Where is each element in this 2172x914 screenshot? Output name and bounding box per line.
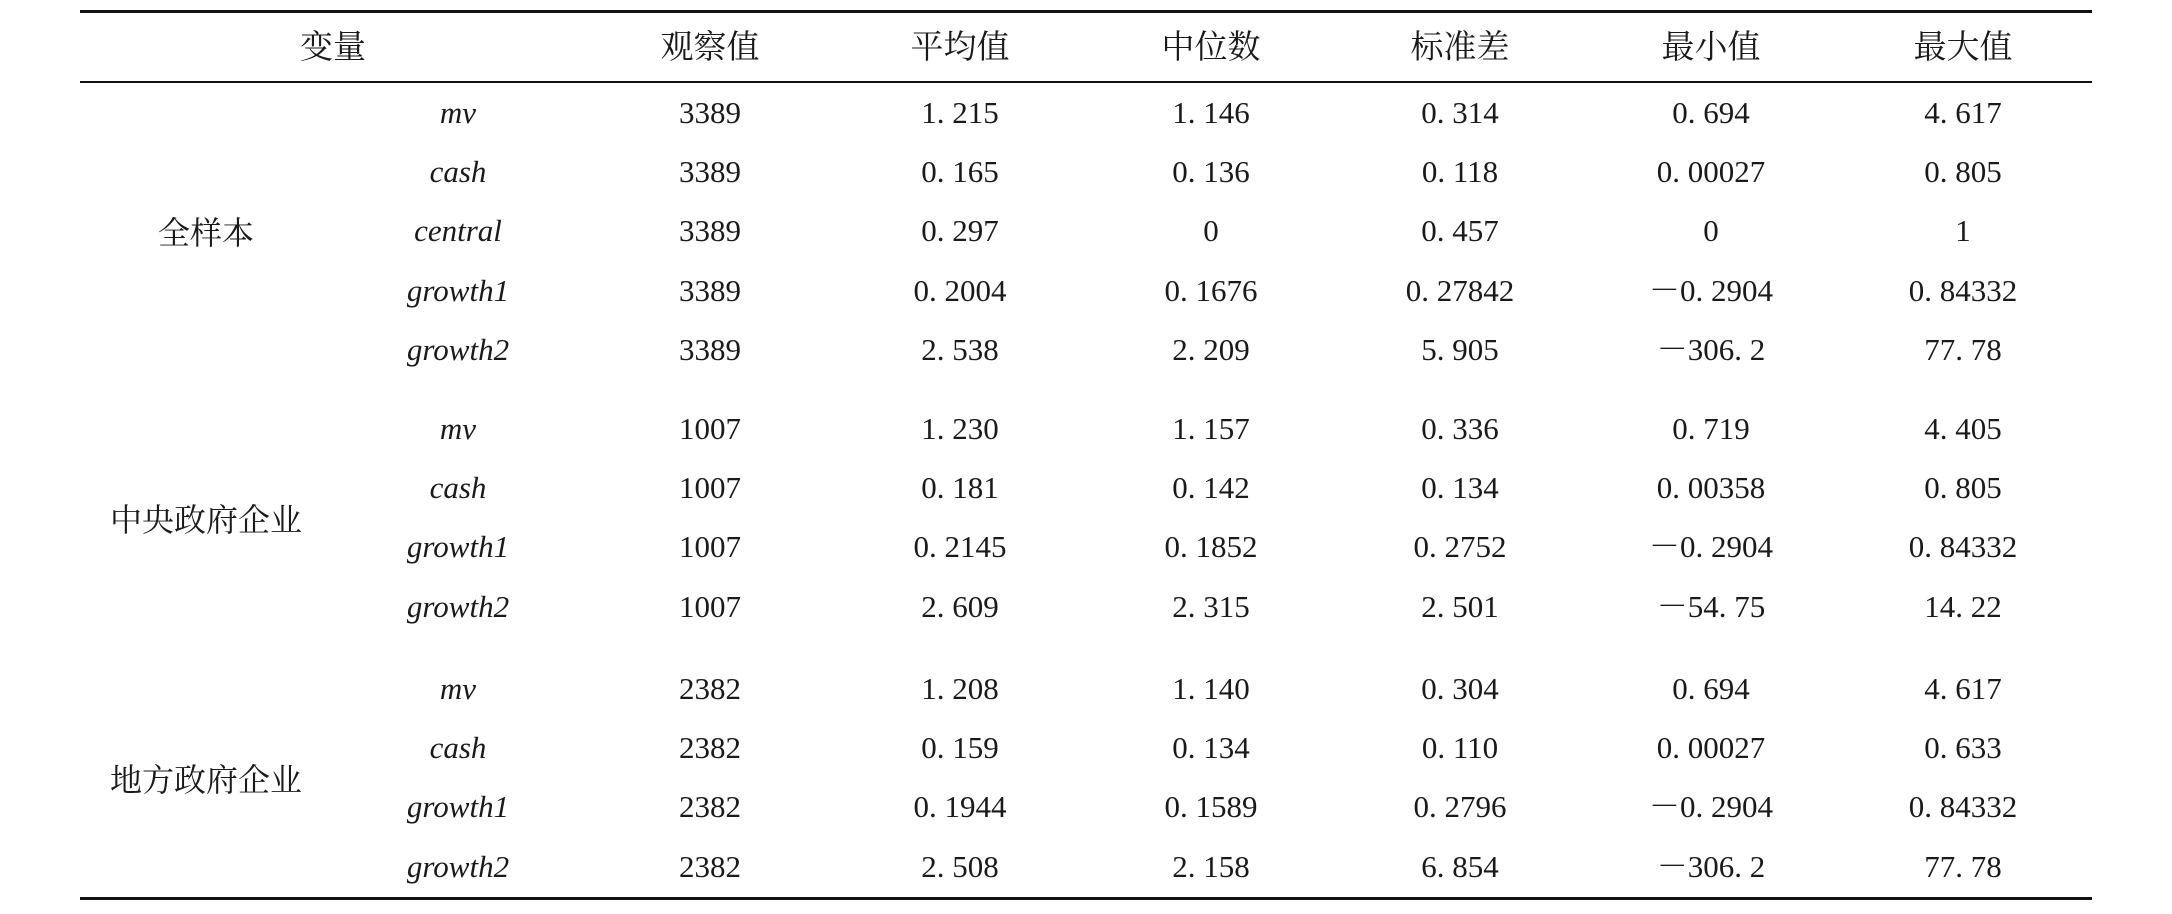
variable-cell: mv (439, 671, 477, 706)
observations-cell: 1007 (679, 529, 741, 565)
std-dev-cell: 2. 501 (1421, 588, 1499, 624)
mean-cell: 0. 2145 (913, 529, 1007, 565)
variable-cell: mv (439, 411, 477, 446)
max-cell: 0. 633 (1924, 730, 2002, 766)
table-row (0, 522, 2172, 572)
median-cell: 1. 140 (1172, 671, 1250, 706)
header-variable: 变量 (300, 27, 366, 66)
std-dev-cell: 0. 2752 (1413, 529, 1507, 565)
max-cell: 0. 805 (1924, 154, 2002, 190)
median-cell: 0. 134 (1172, 730, 1250, 766)
observations-cell: 3389 (679, 272, 741, 308)
variable-cell: growth1 (406, 272, 510, 308)
min-cell: －0. 2904 (1649, 272, 1773, 308)
group-label: 中央政府企业 (109, 500, 303, 539)
table-row (0, 582, 2172, 632)
max-cell: 0. 805 (1924, 470, 2002, 506)
mean-cell: 0. 1944 (913, 789, 1007, 825)
median-cell: 1. 146 (1172, 95, 1250, 130)
median-cell: 0. 136 (1172, 154, 1250, 190)
min-cell: －306. 2 (1656, 848, 1766, 884)
group-label: 全样本 (157, 214, 255, 253)
std-dev-cell: 5. 905 (1421, 331, 1499, 367)
table-row (0, 723, 2172, 773)
variable-cell: growth2 (406, 848, 510, 884)
observations-cell: 3389 (679, 331, 741, 367)
min-cell: －54. 75 (1656, 588, 1766, 624)
std-dev-cell: 0. 314 (1421, 95, 1499, 130)
header-min: 最小值 (1661, 27, 1761, 66)
table-row (0, 404, 2172, 454)
observations-cell: 2382 (679, 848, 741, 884)
observations-cell: 2382 (679, 789, 741, 825)
min-cell: －0. 2904 (1649, 529, 1773, 565)
table-row (0, 325, 2172, 375)
std-dev-cell: 0. 336 (1421, 411, 1499, 446)
observations-cell: 1007 (679, 588, 741, 624)
std-dev-cell: 0. 2796 (1413, 789, 1507, 825)
min-cell: 0. 694 (1672, 95, 1750, 130)
header-observations: 观察值 (660, 27, 760, 66)
max-cell: 4. 617 (1924, 671, 2002, 706)
median-cell: 0. 1852 (1164, 529, 1258, 565)
mean-cell: 0. 297 (921, 213, 999, 249)
variable-cell: growth1 (406, 529, 510, 565)
mean-cell: 1. 208 (921, 671, 999, 706)
std-dev-cell: 0. 134 (1421, 470, 1499, 506)
variable-cell: cash (429, 730, 487, 766)
min-cell: 0. 719 (1672, 411, 1750, 446)
std-dev-cell: 0. 457 (1421, 213, 1499, 249)
median-cell: 1. 157 (1172, 411, 1250, 446)
std-dev-cell: 0. 118 (1421, 154, 1499, 190)
min-cell: 0. 00027 (1656, 154, 1766, 190)
table-header-rule (80, 81, 2092, 83)
max-cell: 0. 84332 (1908, 272, 2018, 308)
min-cell: 0. 694 (1672, 671, 1750, 706)
median-cell: 0 (1203, 213, 1219, 249)
median-cell: 2. 315 (1172, 588, 1250, 624)
median-cell: 0. 1589 (1164, 789, 1258, 825)
mean-cell: 0. 181 (921, 470, 999, 506)
observations-cell: 1007 (679, 470, 741, 506)
variable-cell: growth1 (406, 789, 510, 825)
variable-cell: growth2 (406, 588, 510, 624)
median-cell: 2. 209 (1172, 331, 1250, 367)
table-row (0, 266, 2172, 316)
std-dev-cell: 0. 304 (1421, 671, 1499, 706)
max-cell: 77. 78 (1924, 331, 2002, 367)
group-label: 地方政府企业 (109, 760, 303, 799)
table-row (0, 664, 2172, 714)
min-cell: 0 (1703, 213, 1719, 249)
observations-cell: 1007 (679, 411, 741, 446)
header-median: 中位数 (1161, 27, 1261, 66)
table-row (0, 842, 2172, 892)
mean-cell: 2. 609 (921, 588, 999, 624)
mean-cell: 0. 165 (921, 154, 999, 190)
observations-cell: 3389 (679, 154, 741, 190)
mean-cell: 1. 230 (921, 411, 999, 446)
min-cell: 0. 00358 (1656, 470, 1766, 506)
max-cell: 14. 22 (1924, 588, 2002, 624)
min-cell: 0. 00027 (1656, 730, 1766, 766)
min-cell: －0. 2904 (1649, 789, 1773, 825)
table-row (0, 206, 2172, 256)
mean-cell: 1. 215 (921, 95, 999, 130)
variable-cell: cash (429, 154, 487, 190)
table-header (0, 13, 2172, 81)
header-max: 最大值 (1913, 27, 2013, 66)
variable-cell: mv (439, 95, 477, 130)
table-row (0, 463, 2172, 513)
variable-cell: growth2 (406, 331, 510, 367)
header-std-dev: 标准差 (1410, 27, 1510, 66)
std-dev-cell: 6. 854 (1421, 848, 1499, 884)
mean-cell: 0. 2004 (913, 272, 1007, 308)
min-cell: －306. 2 (1656, 331, 1766, 367)
max-cell: 0. 84332 (1908, 529, 2018, 565)
mean-cell: 0. 159 (921, 730, 999, 766)
median-cell: 2. 158 (1172, 848, 1250, 884)
table-row (0, 147, 2172, 197)
header-mean: 平均值 (910, 27, 1010, 66)
table-row (0, 88, 2172, 138)
table-bottom-rule (80, 897, 2092, 900)
max-cell: 1 (1955, 213, 1971, 249)
observations-cell: 2382 (679, 671, 741, 706)
std-dev-cell: 0. 27842 (1405, 272, 1515, 308)
variable-cell: central (414, 213, 502, 249)
observations-cell: 3389 (679, 213, 741, 249)
variable-cell: cash (429, 470, 487, 506)
mean-cell: 2. 538 (921, 331, 999, 367)
max-cell: 0. 84332 (1908, 789, 2018, 825)
observations-cell: 2382 (679, 730, 741, 766)
max-cell: 77. 78 (1924, 848, 2002, 884)
mean-cell: 2. 508 (921, 848, 999, 884)
max-cell: 4. 617 (1924, 95, 2002, 130)
std-dev-cell: 0. 110 (1421, 730, 1499, 766)
observations-cell: 3389 (679, 95, 741, 130)
median-cell: 0. 142 (1172, 470, 1250, 506)
max-cell: 4. 405 (1924, 411, 2002, 446)
table-row (0, 782, 2172, 832)
median-cell: 0. 1676 (1164, 272, 1258, 308)
